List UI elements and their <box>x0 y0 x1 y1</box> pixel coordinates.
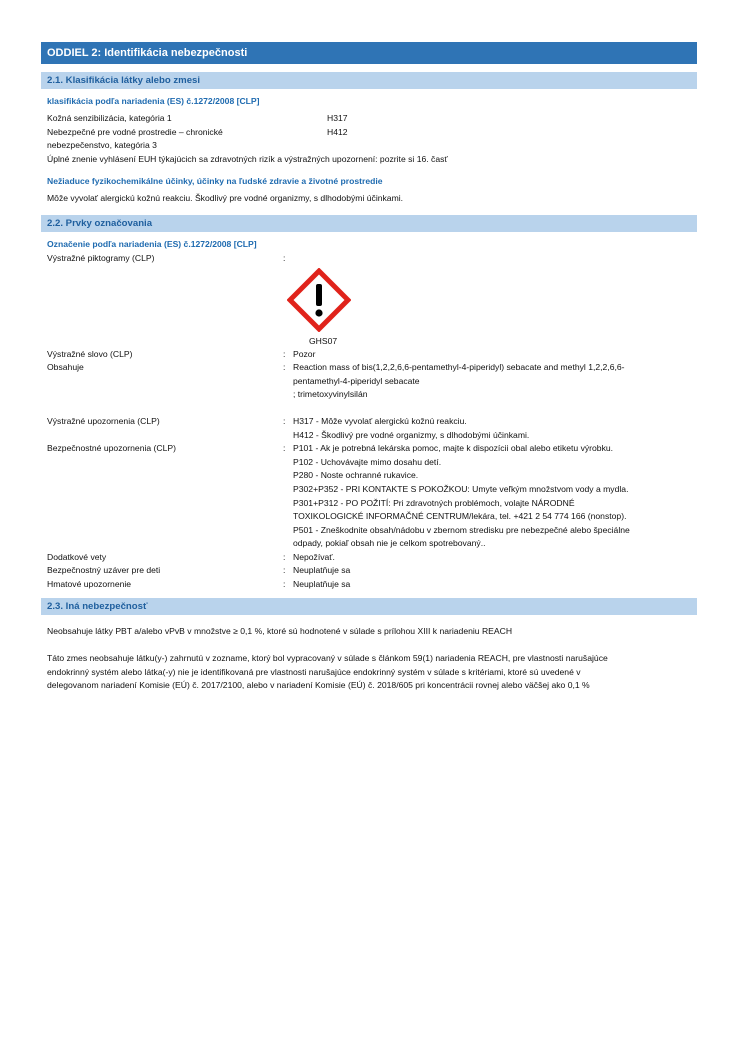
hazard-code: H317 <box>327 113 348 123</box>
hazard-statement: H412 - Škodlivý pre vodné organizmy, s dlhodobými účinkami. <box>293 429 530 440</box>
signal-word-value: Pozor <box>293 348 316 359</box>
subsection-2-3-title: 2.3. Iná nebezpečnosť <box>41 598 697 615</box>
endocrine-text-line: delegovanom nariadení Komisie (EÚ) č. 2017/2100, alebo v nariadení Komisie (EÚ) č. 2018/605 pri koncentrácii rovnej alebo väčšej ako 0,1 % <box>47 680 590 691</box>
precautionary-label: Bezpečnostné upozornenia (CLP) <box>47 443 176 454</box>
colon: : <box>283 565 286 576</box>
precautionary-row <box>47 442 697 551</box>
adverse-effects-heading: Nežiaduce fyzikochemikálne účinky, účinky na ľudské zdravie a životné prostredie <box>47 176 383 187</box>
adverse-effects-text: Môže vyvolať alergickú kožnú reakciu. Škodlivý pre vodné organizmy, s dlhodobými účinkami. <box>47 193 404 204</box>
child-closure-value: Neuplatňuje sa <box>293 565 351 576</box>
tactile-value: Neuplatňuje sa <box>293 579 351 590</box>
ghs07-pictogram <box>287 268 367 346</box>
colon: : <box>283 348 286 359</box>
hazard-statements-label: Výstražné upozornenia (CLP) <box>47 415 160 426</box>
additional-value: Nepožívať. <box>293 551 335 562</box>
colon: : <box>283 551 286 562</box>
contains-line: ; trimetoxyvinylsilán <box>293 389 368 400</box>
pbt-text: Neobsahuje látky PBT a/alebo vPvB v množstve ≥ 0,1 %, ktoré sú hodnotené v súlade s prílohou XIII k nariadeniu REACH <box>47 625 513 636</box>
tactile-row <box>47 578 697 592</box>
signal-word-row <box>47 348 697 362</box>
hazard-name-continued: nebezpečenstvo, kategória 3 <box>47 140 157 151</box>
colon: : <box>283 252 286 263</box>
contains-label: Obsahuje <box>47 362 84 373</box>
pictograms-row <box>47 252 697 266</box>
additional-row <box>47 551 697 565</box>
additional-label: Dodatkové vety <box>47 551 107 562</box>
clp-classification-heading: klasifikácia podľa nariadenia (ES) č.1272/2008 [CLP] <box>47 96 260 106</box>
document-page <box>41 42 697 693</box>
precautionary-statement: odpady, pokiaľ obsah nie je celkom spotrebovaný.. <box>293 538 486 549</box>
precautionary-statement: P101 - Ak je potrebná lekárska pomoc, majte k dispozícii obal alebo etiketu výrobku. <box>293 443 614 454</box>
hazard-statement: H317 - Môže vyvolať alergickú kožnú reakciu. <box>293 415 467 426</box>
pictograms-label: Výstražné piktogramy (CLP) <box>47 252 155 263</box>
hazard-code: H412 <box>327 126 348 137</box>
contains-line: pentamethyl-4-piperidyl sebacate <box>293 375 420 386</box>
colon: : <box>283 362 286 373</box>
hazard-row <box>47 112 697 126</box>
contains-row <box>47 361 697 402</box>
hazard-statements-row <box>47 415 697 442</box>
colon: : <box>283 443 286 454</box>
subsection-2-1-title: 2.1. Klasifikácia látky alebo zmesi <box>41 72 697 89</box>
colon: : <box>283 579 286 590</box>
precautionary-statement: P301+P312 - PO POŽITÍ: Pri zdravotných problémoch, volajte NÁRODNÉ <box>293 497 575 508</box>
precautionary-statement: P280 - Noste ochranné rukavice. <box>293 470 419 481</box>
subsection-2-2-title: 2.2. Prvky označovania <box>41 215 697 232</box>
pictogram-code: GHS07 <box>309 335 338 346</box>
endocrine-text-line: endokrinný systém alebo látka(-y) nie je identifikovaná pre vlastnosti narušajúce endokrinný systém v súlade s kritériami, ktoré sú uvedené v <box>47 666 581 677</box>
precautionary-statement: TOXIKOLOGICKÉ INFORMAČNÉ CENTRUM/lekára, tel. +421 2 54 774 166 (nonstop). <box>293 511 627 522</box>
tactile-label: Hmatové upozornenie <box>47 579 132 590</box>
precautionary-statement: P501 - Zneškodnite obsah/nádobu v zbernom stredisku pre nebezpečné alebo špeciálne <box>293 524 630 535</box>
endocrine-text-line: Táto zmes neobsahuje látku(y-) zahrnutú v zozname, ktorý bol vypracovaný v súlade s článkom 59(1) nariadenia REACH, pre vlastnosti narušajúce <box>47 653 608 664</box>
child-closure-row <box>47 564 697 578</box>
contains-line: Reaction mass of bis(1,2,2,6,6-pentamethyl-4-piperidyl) sebacate and methyl 1,2,2,6,6- <box>293 362 625 373</box>
signal-word-label: Výstražné slovo (CLP) <box>47 348 133 359</box>
hazard-name: Kožná senzibilizácia, kategória 1 <box>47 113 172 123</box>
precautionary-statement: P102 - Uchovávajte mimo dosahu detí. <box>293 456 442 467</box>
child-closure-label: Bezpečnostný uzáver pre deti <box>47 565 161 576</box>
exclamation-mark-icon <box>287 268 351 332</box>
hazard-name: Nebezpečné pre vodné prostredie – chronické <box>47 126 223 137</box>
hazard-row <box>47 126 697 140</box>
full-text-note: Úplné znenie vyhlásení EUH týkajúcich sa zdravotných rizík a výstražných upozornení: pozrite si 16. časť <box>47 153 448 164</box>
section-2-title: ODDIEL 2: Identifikácia nebezpečnosti <box>41 42 697 64</box>
clp-labelling-heading: Označenie podľa nariadenia (ES) č.1272/2008 [CLP] <box>47 238 257 249</box>
colon: : <box>283 415 286 426</box>
precautionary-statement: P302+P352 - PRI KONTAKTE S POKOŽKOU: Umyte veľkým množstvom vody a mydla. <box>293 483 629 494</box>
